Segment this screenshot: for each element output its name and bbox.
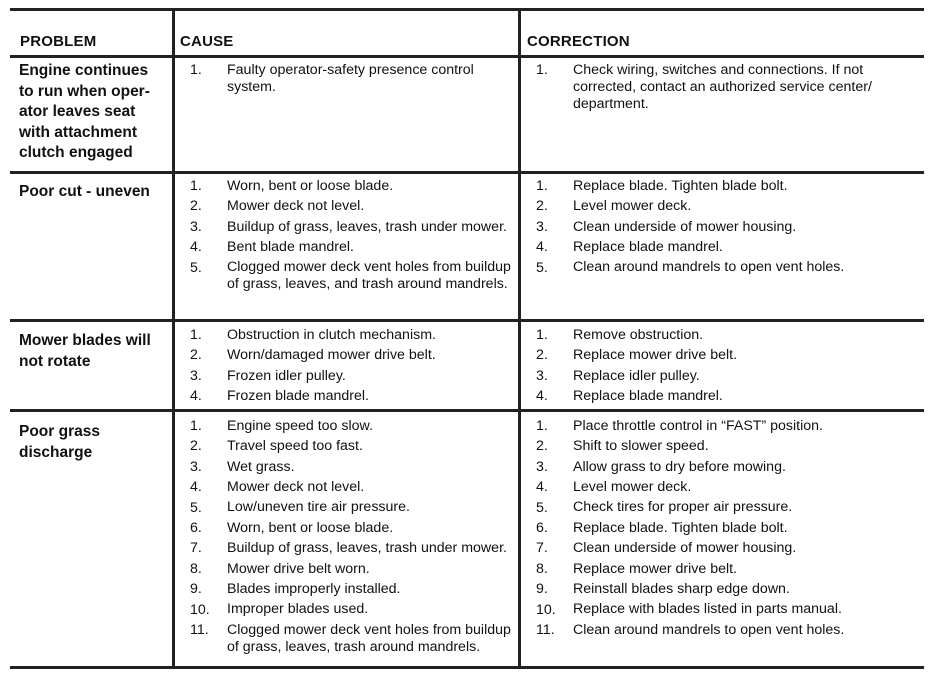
row-divider bbox=[10, 319, 924, 322]
correction-item: 2. Replace mower drive belt. bbox=[536, 347, 738, 364]
table-top-rule bbox=[10, 8, 924, 11]
correction-item: 11. Clean around mandrels to open vent holes. bbox=[536, 621, 845, 639]
correction-item: 1. Check wiring, switches and connections. If not corrected, contact an authorized service center/ department. bbox=[536, 61, 872, 112]
problem-line: Poor grass bbox=[19, 423, 100, 440]
cause-item: 1. Faulty operator-safety presence control system. bbox=[190, 61, 474, 95]
cause-item: 3. Wet grass. bbox=[190, 458, 295, 475]
problem-cell bbox=[19, 61, 169, 164]
problem-line: with attachment bbox=[19, 123, 137, 141]
correction-item: 7. Clean underside of mower housing. bbox=[536, 540, 797, 557]
cause-item: 2. Worn/damaged mower drive belt. bbox=[190, 347, 436, 364]
cause-item: 7. Buildup of grass, leaves, trash under mower. bbox=[190, 540, 507, 557]
correction-item: 3. Clean underside of mower housing. bbox=[536, 218, 797, 235]
header-divider bbox=[10, 55, 924, 58]
correction-item: 4. Level mower deck. bbox=[536, 478, 692, 496]
correction-item: 6. Replace blade. Tighten blade bolt. bbox=[536, 519, 788, 537]
problem-line: Engine continues bbox=[19, 62, 149, 79]
problem-line: clutch engaged bbox=[19, 144, 133, 161]
correction-item: 4. Replace blade mandrel. bbox=[536, 238, 723, 256]
row-divider bbox=[10, 409, 924, 412]
cause-list bbox=[190, 60, 516, 97]
column-header-cause: CAUSE bbox=[180, 33, 234, 50]
cause-item: 1. Engine speed too slow. bbox=[190, 417, 373, 434]
correction-item: 5. Check tires for proper air pressure. bbox=[536, 499, 793, 516]
cause-item: 4. Mower deck not level. bbox=[190, 478, 365, 496]
correction-item: 1. Place throttle control in “FAST” position. bbox=[536, 417, 823, 434]
correction-item: 5. Clean around mandrels to open vent holes. bbox=[536, 259, 845, 276]
correction-list bbox=[536, 325, 920, 407]
correction-item: 3. Replace idler pulley. bbox=[536, 367, 700, 384]
correction-item: 9. Reinstall blades sharp edge down. bbox=[536, 580, 790, 598]
problem-line: not rotate bbox=[19, 352, 91, 370]
cause-item: 5. Clogged mower deck vent holes from buildup of grass, leaves, and trash around mandrels. bbox=[190, 259, 511, 293]
row-divider bbox=[10, 171, 924, 174]
table-bottom-rule bbox=[10, 666, 924, 669]
cause-item: 3. Frozen idler pulley. bbox=[190, 367, 346, 384]
problem-line: ator leaves seat bbox=[19, 103, 136, 120]
cause-item: 1. Worn, bent or loose blade. bbox=[190, 177, 394, 194]
correction-item: 8. Replace mower drive belt. bbox=[536, 560, 738, 577]
column-header-problem: PROBLEM bbox=[20, 33, 97, 50]
cause-item: 10. Improper blades used. bbox=[190, 601, 369, 618]
cause-item: 6. Worn, bent or loose blade. bbox=[190, 519, 394, 537]
correction-item: 10. Replace with blades listed in parts manual. bbox=[536, 601, 842, 618]
cause-item: 5. Low/uneven tire air pressure. bbox=[190, 499, 410, 516]
correction-item: 1. Replace blade. Tighten blade bolt. bbox=[536, 177, 788, 194]
problem-cell bbox=[19, 331, 169, 372]
column-divider-cause-correction bbox=[518, 8, 521, 669]
cause-item: 11. Clogged mower deck vent holes from buildup of grass, leaves, trash around mandrels. bbox=[190, 621, 511, 655]
problem-cell bbox=[19, 422, 169, 463]
correction-item: 1. Remove obstruction. bbox=[536, 326, 704, 343]
cause-list bbox=[190, 416, 516, 657]
correction-list bbox=[536, 176, 920, 278]
cause-item: 8. Mower drive belt worn. bbox=[190, 560, 370, 577]
cause-list bbox=[190, 325, 516, 407]
cause-item: 2. Travel speed too fast. bbox=[190, 438, 363, 455]
problem-line: Mower blades will bbox=[19, 332, 151, 349]
correction-list bbox=[536, 60, 920, 114]
cause-item: 2. Mower deck not level. bbox=[190, 198, 365, 215]
cause-item: 3. Buildup of grass, leaves, trash under mower. bbox=[190, 218, 507, 235]
problem-line: to run when oper- bbox=[19, 82, 150, 100]
cause-item: 9. Blades improperly installed. bbox=[190, 580, 401, 598]
correction-item: 4. Replace blade mandrel. bbox=[536, 387, 723, 405]
cause-item: 1. Obstruction in clutch mechanism. bbox=[190, 326, 436, 343]
cause-list bbox=[190, 176, 516, 295]
correction-item: 2. Level mower deck. bbox=[536, 198, 692, 215]
problem-line: discharge bbox=[19, 443, 93, 461]
cause-item: 4. Bent blade mandrel. bbox=[190, 238, 354, 256]
problem-line: Poor cut - uneven bbox=[19, 183, 150, 200]
column-header-correction: CORRECTION bbox=[527, 33, 630, 50]
cause-item: 4. Frozen blade mandrel. bbox=[190, 387, 369, 405]
correction-list bbox=[536, 416, 920, 640]
problem-cell bbox=[19, 182, 169, 203]
column-divider-problem-cause bbox=[172, 8, 175, 669]
correction-item: 3. Allow grass to dry before mowing. bbox=[536, 458, 786, 475]
correction-item: 2. Shift to slower speed. bbox=[536, 438, 709, 455]
